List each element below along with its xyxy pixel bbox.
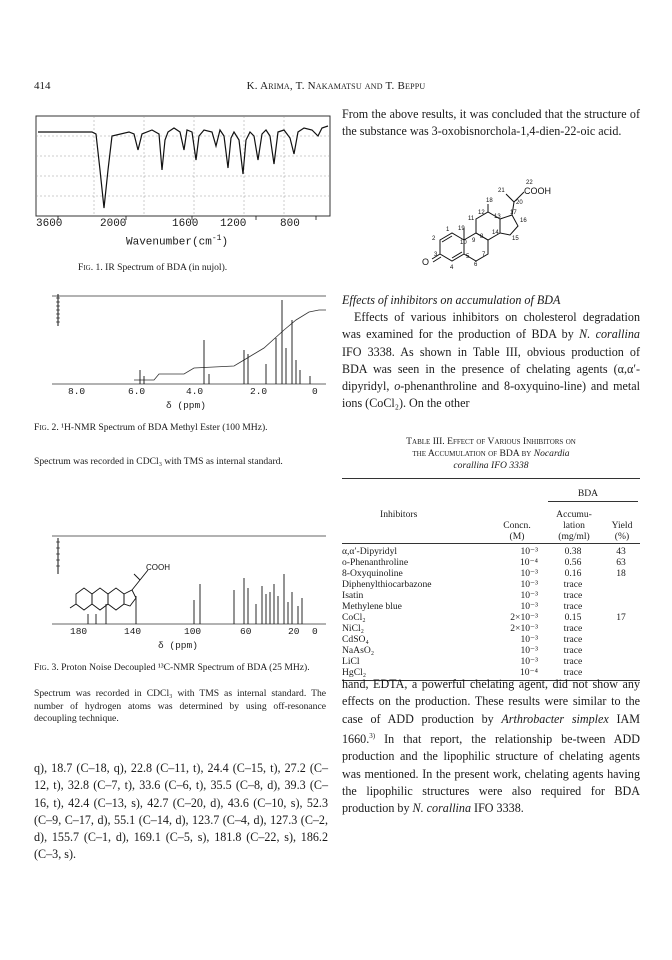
ir-tick-label: 3600: [36, 218, 63, 230]
right-paragraph-2: hand, EDTA, a powerful chelating agent, did not show any effects on the production. These results were similar to the case of ADD production by Arthrobacter simplex IAM 1660.$^{3)}$ In that report, the relationship be-tween ADD production and the lipophilic structure of chelating agents was mentioned. In the present work, chelating agents having the lipophilic structures were also required for BDA production by N. corallina IFO 3338.: [342, 677, 640, 816]
fig2-note: Spectrum was recorded in CDCl₃ with TMS as internal standard.: [34, 456, 283, 467]
cell-accumulation: trace: [563, 590, 583, 601]
structure-diagram: [420, 172, 620, 284]
c-nmr-tick-label: 140: [124, 626, 142, 637]
c-nmr-plot: [34, 530, 334, 630]
cell-accumulation: trace: [563, 623, 583, 634]
col-header-inhibitors: Inhibitors: [380, 509, 418, 520]
cell-concn: 10⁻³: [520, 656, 538, 667]
ir-xlabel: $Wavenumber(cm^{-1})$: [126, 234, 229, 249]
carbon-number: 5: [466, 254, 470, 260]
cell-inhibitor: HgCl₂: [342, 667, 367, 678]
cell-inhibitor: CdSO₄: [342, 634, 369, 645]
carbon-number: 14: [492, 230, 499, 236]
table-3: [342, 478, 640, 681]
carbon-number: 7: [482, 252, 486, 258]
col-header-accum-2: lation: [563, 520, 585, 531]
carbon-number: 12: [478, 210, 485, 216]
table-row: [342, 590, 640, 601]
cell-inhibitor: LiCl: [342, 656, 360, 667]
left-body-text: q), 18.7 (C–18, q), 22.8 (C–11, t), 24.4 (C–15, t), 27.2 (C–12, t), 32.8 (C–7, t), 33.6 (C–6, t), 35.5 (C–8, d), 39.3 (C–16, t), 42.4 (C–13, s), 42.7 (C–20, d), 43.6 (C–10, s), 52.3 (C–9, C–17, d), 55.1 (C–14, d), 123.7 (C–4, d), 127.3 (C–2, d), 155.7 (C–1, d), 169.1 (C–5, s), 181.8 (C–22, s), 186.2 (C–3, s).: [34, 761, 328, 862]
cell-accumulation: trace: [563, 601, 583, 612]
cell-inhibitor: o-Phenanthroline: [342, 557, 409, 568]
cell-yield: [602, 656, 640, 667]
ir-tick-label: 2000: [100, 218, 127, 230]
table-group-header: BDA: [577, 488, 599, 499]
table-row: [342, 645, 640, 656]
section-paragraph-1: Effects of various inhibitors on cholesterol degradation was examined for the production of BDA by N. corallina IFO 3338. As shown in Table III, obvious production of BDA was seen in the presence of chelating agents (α,α′-dipyridyl, o-phenanthroline and 8-oxyquino-line) and metal ions (CoCl₂). On the other: [342, 310, 641, 411]
cell-concn: 10⁻³: [520, 601, 538, 612]
cell-accumulation: trace: [563, 645, 583, 656]
cell-yield: [602, 579, 640, 590]
c-nmr-tick-label: 0: [312, 626, 318, 637]
cell-accumulation: trace: [563, 634, 583, 645]
cell-concn: 2×10⁻³: [510, 623, 538, 634]
cell-concn: 2×10⁻³: [510, 612, 538, 623]
table-row: [342, 546, 640, 557]
carbon-number: 21: [498, 188, 505, 194]
cell-inhibitor: NaAsO₂: [342, 645, 375, 656]
figure-3: [34, 530, 334, 750]
cell-accumulation: trace: [563, 667, 583, 678]
col-header-yield-unit: (%): [614, 531, 630, 542]
fig3-note: Spectrum was recorded in CDCl₃ with TMS as internal standard. The number of hydrogen atoms was determined by using off-resonance decoupling technique.: [34, 688, 326, 724]
right-intro-text: From the above results, it was concluded that the structure of the substance was 3-oxobisnorchola-1,4-dien-22-oic acid.: [342, 107, 640, 139]
cell-inhibitor: Diphenylthiocarbazone: [342, 579, 432, 590]
table-row: [342, 579, 640, 590]
carbon-number: 11: [468, 216, 475, 222]
ir-tick-label: 800: [280, 218, 300, 230]
table-row: [342, 557, 640, 568]
cell-inhibitor: α,α′-Dipyridyl: [342, 546, 398, 557]
h-nmr-tick-label: 6.0: [128, 386, 146, 397]
carbon-number: 19: [458, 226, 465, 232]
table-row: [342, 656, 640, 667]
c-nmr-structure-label: COOH: [146, 563, 170, 572]
cell-concn: 10⁻³: [520, 546, 538, 557]
c-nmr-xlabel: δ (ppm): [158, 640, 198, 651]
ir-trace: [38, 126, 328, 208]
h-nmr-tick-label: 8.0: [68, 386, 86, 397]
carbon-number: 22: [526, 180, 533, 186]
c-nmr-tick-label: 20: [288, 626, 300, 637]
col-header-accum: Accumu-: [556, 509, 592, 520]
h-nmr-xlabel: δ (ppm): [166, 400, 206, 411]
page-header: [34, 80, 638, 96]
table-row: [342, 612, 640, 623]
cell-inhibitor: Methylene blue: [342, 601, 402, 612]
table-row: [342, 623, 640, 634]
carbon-number: 18: [486, 198, 493, 204]
cell-yield: [602, 634, 640, 645]
bisnorcholadienoic-acid-structure: [420, 172, 620, 284]
cell-concn: 10⁻³: [520, 579, 538, 590]
carbon-number: 15: [512, 236, 519, 242]
cell-yield: 63: [616, 557, 626, 568]
col-header-concn: Concn.: [503, 520, 531, 531]
c-nmr-tick-label: 100: [184, 626, 202, 637]
figure-1: [34, 110, 334, 285]
cell-yield: [602, 623, 640, 634]
carbon-number: 16: [520, 218, 527, 224]
carbon-number: 1: [446, 227, 450, 233]
table-title: Table III. Effect of Various Inhibitors on the Accumulation of BDA by Nocardia corallina IFO 3338: [406, 436, 576, 471]
cell-yield: 18: [616, 568, 626, 579]
cell-concn: 10⁻⁴: [519, 557, 538, 568]
table-row: [342, 601, 640, 612]
cell-yield: [602, 590, 640, 601]
cell-accumulation: 0.56: [564, 557, 582, 568]
cell-inhibitor: CoCl₂: [342, 612, 366, 623]
cooh-label: COOH: [524, 186, 551, 196]
c-nmr-tick-label: 60: [240, 626, 252, 637]
carbon-number: 6: [474, 262, 478, 268]
carbon-number: 3: [434, 252, 438, 258]
page-number: 414: [34, 80, 51, 92]
inhibitor-table: [342, 546, 640, 678]
cell-concn: 10⁻⁴: [519, 667, 538, 678]
fig3-caption: Fig. 3. Proton Noise Decoupled ¹³C-NMR Spectrum of BDA (25 MHz).: [34, 662, 310, 673]
carbon-number: 13: [494, 214, 501, 220]
cell-yield: 43: [616, 546, 626, 557]
ir-spectrum-plot: [34, 110, 334, 228]
cell-inhibitor: 8-Oxyquinoline: [342, 568, 403, 579]
cell-concn: 10⁻³: [520, 568, 538, 579]
col-header-accum-unit: (mg/ml): [558, 531, 590, 542]
carbon-number: 17: [510, 210, 517, 216]
h-nmr-tick-label: 0: [312, 386, 318, 397]
cell-inhibitor: NiCl₂: [342, 623, 365, 634]
carbon-number: 9: [472, 238, 476, 244]
c-nmr-tick-label: 180: [70, 626, 88, 637]
cell-accumulation: 0.15: [564, 612, 582, 623]
carbon-number: 10: [460, 240, 467, 246]
h-nmr-tick-label: 4.0: [186, 386, 204, 397]
cell-accumulation: 0.38: [564, 546, 582, 557]
carbon-number: 20: [516, 200, 523, 206]
h-nmr-tick-label: 2.0: [250, 386, 268, 397]
cell-accumulation: trace: [563, 656, 583, 667]
col-header-yield: Yield: [611, 520, 633, 531]
cell-concn: 10⁻³: [520, 590, 538, 601]
running-title: K. Arima, T. Nakamatsu and T. Beppu: [246, 80, 426, 92]
cell-yield: [602, 645, 640, 656]
section-heading: Effects of inhibitors on accumulation of BDA: [342, 293, 561, 307]
figure-2: [34, 290, 334, 515]
fig1-caption: Fig. 1. IR Spectrum of BDA (in nujol).: [78, 262, 228, 273]
carbon-number: 2: [432, 236, 436, 242]
cell-yield: [602, 601, 640, 612]
cell-concn: 10⁻³: [520, 634, 538, 645]
cell-accumulation: 0.16: [564, 568, 582, 579]
col-header-concn-unit: (M): [509, 531, 525, 542]
cell-concn: 10⁻³: [520, 645, 538, 656]
carbon-number: 4: [450, 265, 454, 271]
h-nmr-integral: [134, 310, 326, 380]
table-row: [342, 568, 640, 579]
h-nmr-plot: [34, 290, 334, 390]
cell-yield: 17: [616, 612, 626, 623]
carbon-number: 8: [480, 234, 484, 240]
cell-inhibitor: Isatin: [342, 590, 364, 601]
ir-tick-label: 1600: [172, 218, 199, 230]
oxo-label: O: [422, 257, 430, 267]
ir-tick-label: 1200: [220, 218, 247, 230]
table-row: [342, 634, 640, 645]
fig2-caption: Fig. 2. ¹H-NMR Spectrum of BDA Methyl Ester (100 MHz).: [34, 422, 268, 433]
cell-accumulation: trace: [563, 579, 583, 590]
